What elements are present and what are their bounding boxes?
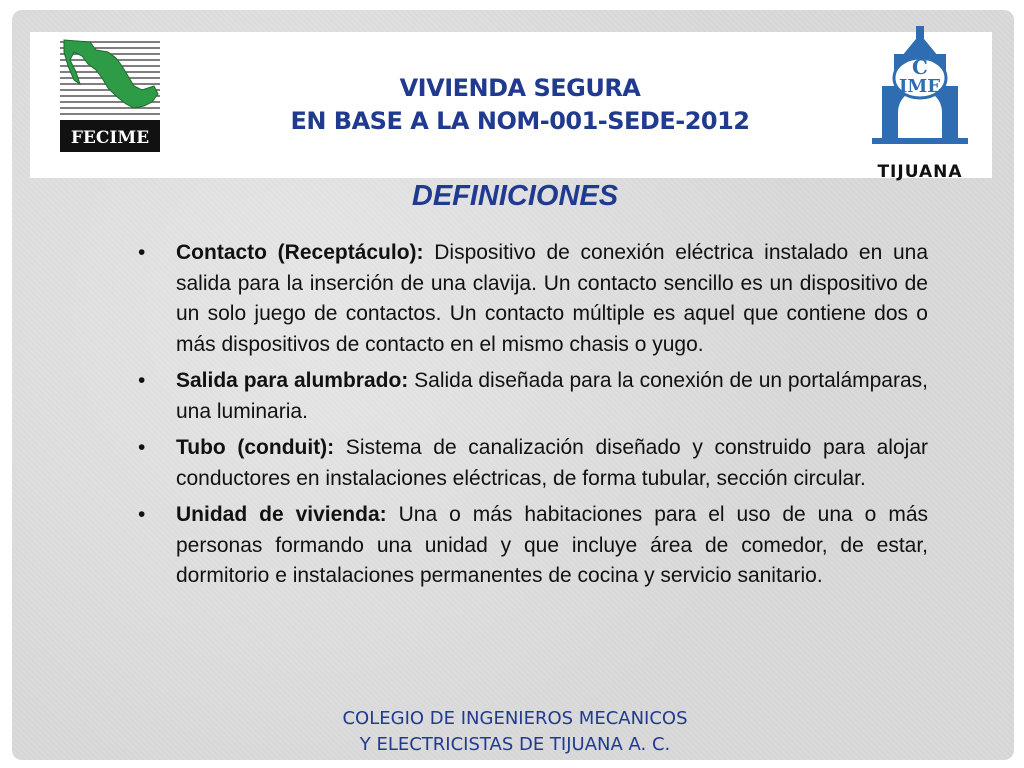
definition-term: Unidad de vivienda:: [176, 503, 387, 526]
fecime-logo: [60, 36, 160, 154]
list-item: [134, 238, 928, 360]
footer-line-2: Y ELECTRICISTAS DE TIJUANA A. C.: [359, 734, 671, 755]
title-line-2: EN BASE A LA NOM-001-SEDE-2012: [290, 107, 750, 135]
bullet: •: [138, 436, 146, 459]
definition-term: Salida para alumbrado:: [176, 369, 409, 392]
bullet: •: [138, 503, 146, 526]
definition-term: Tubo (conduit):: [176, 436, 335, 459]
definition-text: Salida diseñada para la conexión de un portalámparas, una luminaria.: [176, 369, 928, 423]
slide-title: [260, 72, 780, 138]
fecime-logo-text: FECIME: [70, 128, 150, 148]
definition-text: Sistema de canalización diseñado y construido para alojar conductores en instalaciones eléctricas, de forma tubular, sección circular.: [176, 436, 928, 490]
footer: [300, 706, 730, 758]
mexico-map-icon: [64, 40, 158, 108]
cime-logo-text: IME: [898, 76, 942, 97]
definition-text: Dispositivo de conexión eléctrica instalado en una salida para la inserción de una clavija. Un contacto sencillo es un dispositivo de un solo juego de contactos. Un contacto múltiple es aquel que contiene dos o más dispositivos de contacto en el mismo chasis o yugo.: [176, 241, 928, 356]
definition-text: Una o más habitaciones para el uso de una o más personas formando una unidad y que incluye área de comedor, de estar, dormitorio e instalaciones permanentes de cocina y servicio sanitario.: [176, 503, 928, 587]
cime-logo-c: C: [912, 55, 928, 79]
footer-line-1: COLEGIO DE INGENIEROS MECANICOS: [342, 708, 688, 729]
bullet: •: [138, 241, 146, 264]
cime-logo-caption: TIJUANA: [877, 162, 963, 182]
list-item: [134, 366, 928, 427]
cime-logo: [872, 26, 968, 156]
list-item: [134, 500, 928, 592]
section-title: DEFINICIONES: [411, 180, 619, 212]
list-item: [134, 433, 928, 494]
bullet: •: [138, 369, 146, 392]
title-line-1: VIVIENDA SEGURA: [399, 74, 641, 102]
definitions-list: [134, 238, 928, 598]
definition-term: Contacto (Receptáculo):: [176, 241, 424, 264]
